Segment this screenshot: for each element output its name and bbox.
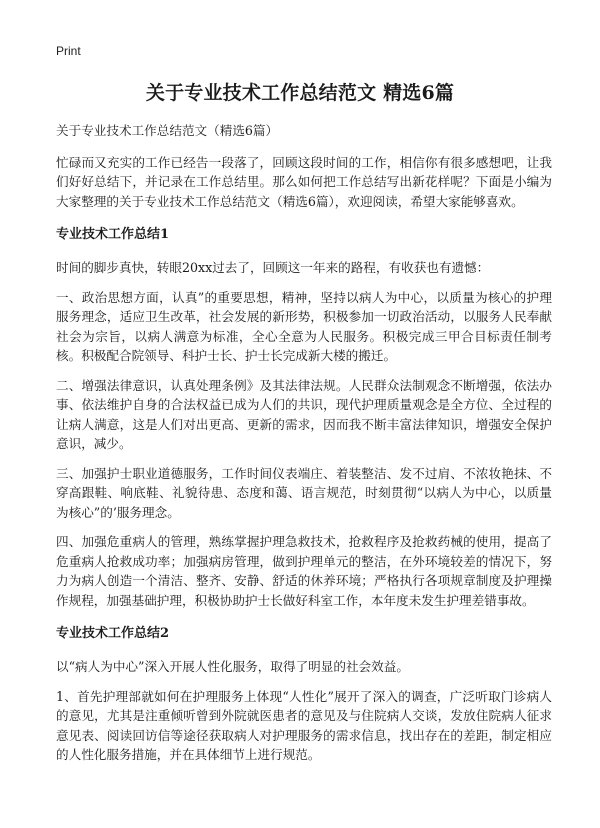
- section-2-paragraph: 以“病人为中心”深入开展人性化服务，取得了明显的社会效益。: [56, 659, 409, 674]
- section-heading-2: 专业技术工作总结2: [56, 626, 170, 641]
- section-2-paragraph: 1、首先护理部就如何在护理服务上体现“人性化”展开了深入的调查，广泛听取门诊病人的意见，尤其是注重倾听曾到外院就医患者的意见及与住院病人交谈，发放住院病人征求意见表、阅读回访信等途径获取病人对护理服务的需求信息，找出存在的差距，制定相应的人性化服务措施，并在具体细节上进行规范。: [56, 688, 552, 762]
- print-link[interactable]: Print: [56, 44, 81, 58]
- section-1-paragraph: 时间的脚步真快，转眼20xx过去了，回顾这一年来的路程，有收获也有遗憾：: [56, 260, 490, 275]
- section-1-paragraph: 一、政治思想方面，认真”的重要思想，精神，坚持以病人为中心，以质量为核心的护理服务理念，适应卫生改革，社会发展的新形势，积极参加一切政治活动，以服务人民奉献社会为宗旨，以病人满意为标准，全心全意为人民服务。积极完成三甲合目标责任制考核。积极配合院领导、科护士长、护士长完成新大楼的搬迁。: [56, 289, 552, 363]
- section-1-paragraph: 四、加强危重病人的管理，熟练掌握护理急救技术，抢救程序及抢救药械的使用，提高了危重病人抢救成功率；加强病房管理，做到护理单元的整洁，在外环境较差的情况下，努力为病人创造一个清洁、整齐、安静、舒适的休养环境；严格执行各项规章制度及护理操作规程，加强基础护理，积极协助护士长做好科室工作，本年度未发生护理差错事故。: [56, 534, 552, 608]
- document-subtitle: 关于专业技术工作总结范文（精选6篇）: [56, 123, 279, 138]
- section-heading-1: 专业技术工作总结1: [56, 227, 170, 242]
- section-1-paragraph: 二、增强法律意识，认真处理条例》及其法律法规。人民群众法制观念不断增强，依法办事、依法维护自身的合法权益已成为人们的共识，现代护理质量观念是全方位、全过程的让病人满意，这是人们对出更高、更新的需求，因而我不断丰富法律知识，增强安全保护意识，减少。: [56, 377, 552, 451]
- section-1-paragraph: 三、加强护士职业道德服务，工作时间仪表端庄、着装整洁、发不过肩、不浓妆艳抹、不穿高跟鞋、响底鞋、礼貌待患、态度和蔼、语言规范，时刻贯彻“以病人为中心，以质量为核心”的’服务理念。: [56, 465, 552, 520]
- document-body: [56, 121, 552, 775]
- page-title: 关于专业技术工作总结范文 精选6篇: [145, 82, 455, 104]
- intro-paragraph: 忙碌而又充实的工作已经告一段落了，回顾这段时间的工作，相信你有很多感想吧，让我们好好总结下，并记录在工作总结里。那么如何把工作总结写出新花样呢？下面是小编为大家整理的关于专业技术工作总结范文（精选6篇），欢迎阅读，希望大家能够喜欢。: [56, 154, 552, 209]
